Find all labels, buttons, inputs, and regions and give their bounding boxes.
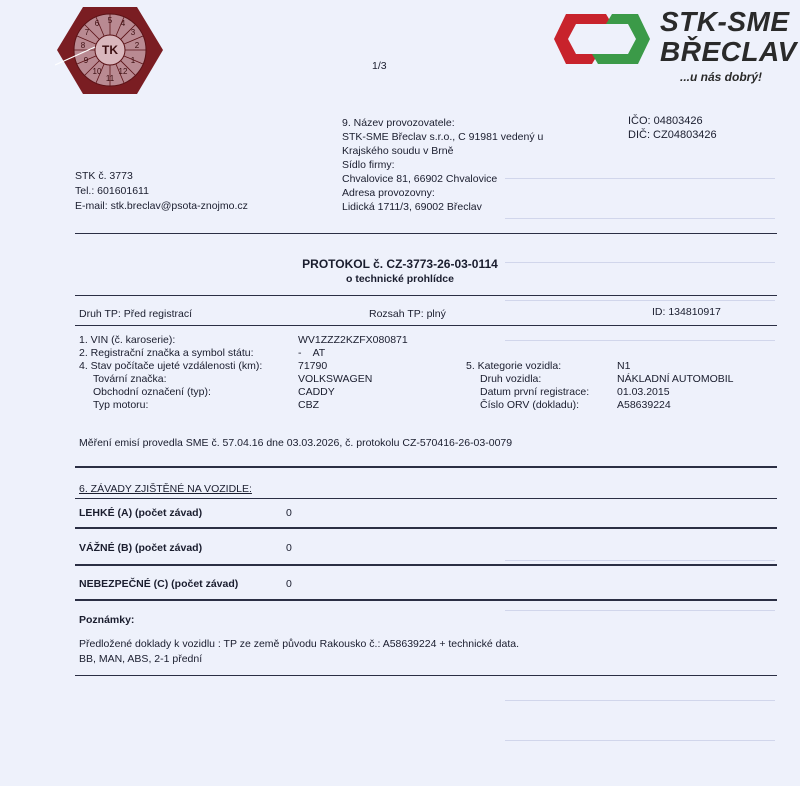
stk-number: STK č. 3773: [75, 170, 133, 182]
defect-serious-count: 0: [286, 542, 292, 554]
separator-defect-light: [75, 527, 777, 529]
notes-heading: Poznámky:: [79, 614, 135, 626]
svg-text:6: 6: [94, 19, 100, 28]
operator-line-5: Chvalovice 81, 66902 Chvalovice: [342, 173, 498, 185]
vin-label: 1. VIN (č. karoserie):: [79, 334, 176, 346]
defect-light-label: LEHKÉ (A) (počet závad): [79, 507, 203, 519]
svg-text:7: 7: [84, 28, 90, 37]
defect-light-count: 0: [286, 507, 292, 519]
registration-label: 2. Registrační značka a symbol státu:: [79, 347, 254, 359]
separator-header: [75, 233, 777, 234]
operator-line-1: 9. Název provozovatele:: [342, 117, 455, 129]
defect-dangerous-label: NEBEZPEČNÉ (C) (počet závad): [79, 578, 239, 590]
protocol-title: PROTOKOL č. CZ-3773-26-03-0114: [302, 257, 498, 271]
protocol-subtitle: o technické prohlídce: [346, 273, 454, 285]
brand-name-line2: BŘECLAV: [660, 36, 797, 67]
notes-line-1: Předložené doklady k vozidlu : TP ze země původu Rakousko č.: A58639224 + technické data.: [79, 638, 520, 650]
svg-text:3: 3: [130, 28, 136, 37]
svg-text:11: 11: [105, 74, 115, 83]
make-label: Tovární značka:: [93, 373, 167, 385]
separator-defect-serious: [75, 564, 777, 566]
stk-sme-chain-logo: [552, 6, 652, 72]
separator-scope: [75, 325, 777, 326]
category-value: N1: [617, 360, 631, 372]
registration-value: - AT: [298, 347, 326, 359]
vehicle-kind-value: NÁKLADNÍ AUTOMOBIL: [617, 373, 734, 385]
odometer-label: 4. Stav počítače ujeté vzdálenosti (km):: [79, 360, 263, 372]
tk-stamp-logo: [55, 3, 165, 98]
model-label: Obchodní označení (typ):: [93, 386, 211, 398]
separator-vehicle: [75, 466, 777, 468]
separator-notes: [75, 675, 777, 676]
orv-number-value: A58639224: [617, 399, 671, 411]
operator-line-2: STK-SME Břeclav s.r.o., C 91981 vedený u: [342, 131, 544, 143]
dic: DIČ: CZ04803426: [628, 129, 717, 141]
svg-text:1: 1: [130, 56, 136, 65]
operator-line-4: Sídlo firmy:: [342, 159, 395, 171]
page-counter: 1/3: [372, 60, 387, 72]
defect-dangerous-count: 0: [286, 578, 292, 590]
inspection-scope: Rozsah TP: plný: [369, 308, 446, 320]
svg-text:12: 12: [118, 67, 128, 76]
separator-defects-heading: [75, 498, 777, 499]
operator-line-7: Lidická 1711/3, 69002 Břeclav: [342, 201, 482, 213]
defects-heading: 6. ZÁVADY ZJIŠTĚNÉ NA VOZIDLE:: [79, 483, 252, 495]
engine-type-value: CBZ: [298, 399, 319, 411]
svg-text:8: 8: [80, 41, 86, 50]
svg-text:10: 10: [92, 67, 102, 76]
svg-text:4: 4: [120, 19, 126, 28]
svg-text:2: 2: [134, 41, 140, 50]
station-email: E-mail: stk.breclav@psota-znojmo.cz: [75, 200, 248, 212]
protocol-id: ID: 134810917: [652, 306, 721, 318]
vin-value: WV1ZZZ2KZFX080871: [298, 334, 408, 346]
brand-slogan: ...u nás dobrý!: [680, 70, 763, 84]
inspection-type: Druh TP: Před registrací: [79, 308, 193, 320]
first-registration-label: Datum první registrace:: [480, 386, 590, 398]
ico: IČO: 04803426: [628, 115, 703, 127]
category-label: 5. Kategorie vozidla:: [466, 360, 562, 372]
make-value: VOLKSWAGEN: [298, 373, 373, 385]
defect-serious-label: VÁŽNÉ (B) (počet závad): [79, 542, 203, 554]
svg-text:5: 5: [107, 16, 113, 25]
vehicle-kind-label: Druh vozidla:: [480, 373, 542, 385]
brand-name-line1: STK-SME: [660, 6, 790, 37]
operator-line-3: Krajského soudu v Brně: [342, 145, 454, 157]
station-phone: Tel.: 601601611: [75, 185, 149, 197]
orv-number-label: Číslo ORV (dokladu):: [480, 399, 580, 411]
operator-line-6: Adresa provozovny:: [342, 187, 435, 199]
stamp-tk-text: TK: [102, 43, 118, 57]
first-registration-value: 01.03.2015: [617, 386, 670, 398]
notes-line-2: BB, MAN, ABS, 2-1 přední: [79, 653, 203, 665]
separator-title: [75, 295, 777, 296]
svg-text:9: 9: [83, 56, 89, 65]
engine-type-label: Typ motoru:: [93, 399, 149, 411]
separator-defect-dangerous: [75, 599, 777, 601]
odometer-value: 71790: [298, 360, 328, 372]
model-value: CADDY: [298, 386, 335, 398]
emissions-note: Měření emisí provedla SME č. 57.04.16 dne 03.03.2026, č. protokolu CZ-570416-26-03-0079: [79, 437, 513, 449]
